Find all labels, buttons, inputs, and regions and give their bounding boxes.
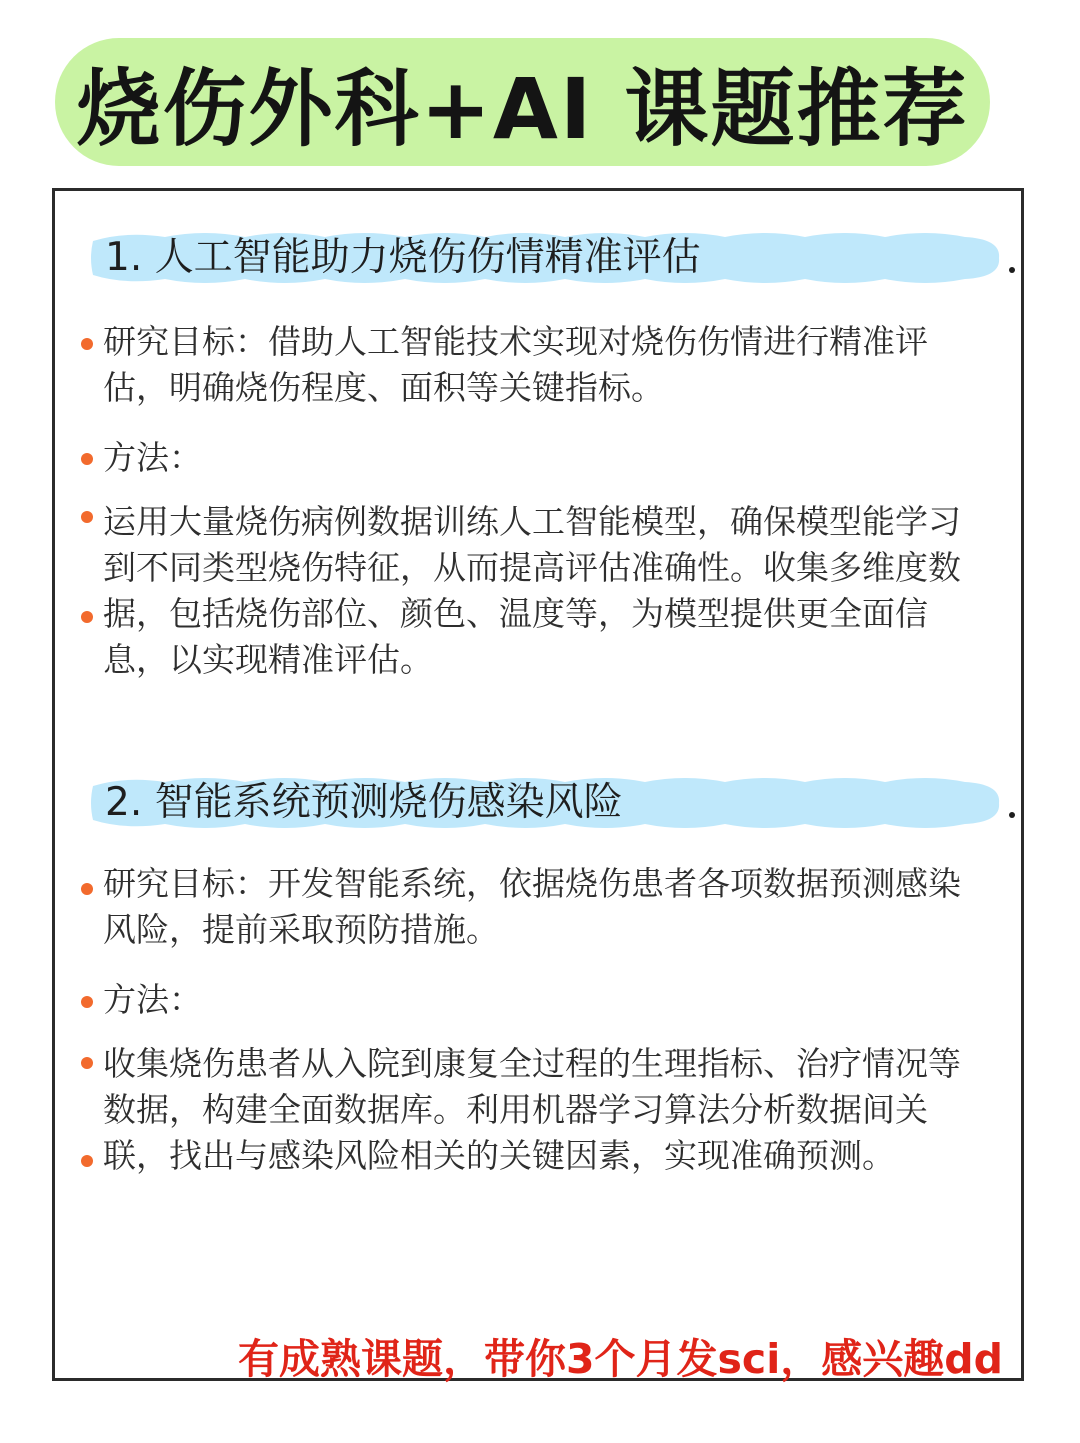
bullet-dot: [81, 611, 93, 623]
section-2-heading: [85, 772, 1005, 834]
bullet-dot: [81, 453, 93, 465]
section-1-title: 1. 人工智能助力烧伤伤情精准评估: [105, 235, 701, 280]
bullet-dot: [81, 338, 93, 350]
section-2-title: 2. 智能系统预测烧伤感染风险: [105, 780, 623, 825]
bullet-dot: [81, 883, 93, 895]
section-2-dot: [1009, 812, 1015, 818]
title-banner: [55, 38, 990, 166]
section-1-dot: [1009, 267, 1015, 273]
section-1-heading: [85, 227, 1005, 289]
section-1-goal: 研究目标：借助人工智能技术实现对烧伤伤情进行精准评估，明确烧伤程度、面积等关键指标。: [103, 322, 928, 407]
section-2-method: 收集烧伤患者从入院到康复全过程的生理指标、治疗情况等数据，构建全面数据库。利用机器学习算法分析数据间关联，找出与感染风险相关的关键因素，实现准确预测。: [103, 1044, 961, 1175]
bullet-dot: [81, 511, 93, 523]
section-1-method: 运用大量烧伤病例数据训练人工智能模型，确保模型能学习到不同类型烧伤特征，从而提高评估准确性。收集多维度数据，包括烧伤部位、颜色、温度等，为模型提供更全面信息，以实现精准评估。: [103, 502, 961, 679]
bullet-dot: [81, 1057, 93, 1069]
content-card: [52, 188, 1024, 1381]
bullet-dot: [81, 1155, 93, 1167]
section-2-method-label: 方法：: [103, 980, 202, 1019]
section-1-method-label: 方法：: [103, 438, 202, 477]
section-2-goal: 研究目标：开发智能系统，依据烧伤患者各项数据预测感染风险，提前采取预防措施。: [103, 864, 961, 949]
footer-promo: 有成熟课题，带你3个月发sci，感兴趣dd: [238, 1335, 1003, 1383]
bullet-dot: [81, 996, 93, 1008]
page-title: 烧伤外科+AI 课题推荐: [76, 59, 969, 158]
